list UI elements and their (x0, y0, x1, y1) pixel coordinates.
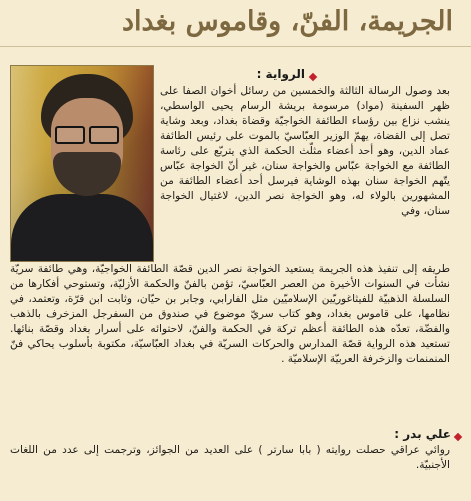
section-label-novel: الرواية : (256, 67, 305, 81)
novel-paragraph-2 (10, 262, 450, 367)
author-paragraph (10, 443, 450, 473)
novel-text-1: بعد وصول الرسالة الثالثة والخمسين من رسائل أخوان الصفا على ظهر السفينة (مواد) مرسومة بريشة الرسام يحيى الواسطي، ينشب نزاع بين رؤساء الطائفة الخواجيّة وقضاة بغداد، وبعد وشاية تصل إلى القضاة، يهمّ الوزير العبّاسيّ بالموت على رئيس الطائفة عماد الدين، وهو أحد أعضاء مثلّث الحكمة الذي يتربّع على رئاسة الطائفة مع الخواجة عبّاس والخواجة سنان، غير أنّ الخواجة عبّاس يتّهم الخواجة سنان بهذه الوشاية فيرسل أحد أعضاء الطائفة من المشهورين بالولاء له، وهو الخواجة نصر الدين، لاغتيال الخواجة سنان، وفي (160, 85, 450, 217)
novel-text-2: طريقه إلى تنفيذ هذه الجريمة يستعيد الخواجة نصر الدين قصّة الطائفة الخواجيّة، وهي طائفة سريّة نشأت في السنوات الأخيرة من العصر العبّاسيّ، تؤمن بالفنّ والحكمة الأزليّة، وتستوحي أفكارها من السلسلة الذهبيّة للفيثاغوريّين الإسلاميّين مثل الفارابي، وجابر بن حيّان، وثابت ابن قرّة، وتعتمد، في نظامها، على قاموس بغداد، وهو كتاب سريّ موضوع في صندوق من السفرجل المزخرف بالذهب والفضّة، تعدّه هذه الطائفة أعظم تركة في الحكمة والفنّ، لاحتوائه على أسرار بغداد وقصّة بنائها. تستعيد هذه الرواية قصّة المدارس والحركات السريّة في بغداد العبّاسيّة، مكتوبة بأسلوب يحاكي فنّ المنمنمات والزخرفة العربيّة الإسلاميّة . (10, 263, 450, 365)
section-bullet-novel (309, 73, 317, 81)
author-photo (10, 65, 154, 262)
author-text: روائي عراقي حصلت روايته ( بابا سارتر ) على العديد من الجوائز، وترجمت إلى عدد من اللغات الأجنبيّة. (10, 444, 450, 471)
section-label-author: علي بدر : (394, 427, 451, 441)
photo-shirt (11, 194, 153, 262)
title-divider (0, 46, 471, 47)
photo-glasses (55, 126, 119, 142)
page-title: الجريمة، الفنّ، وقاموس بغداد (121, 6, 453, 37)
section-bullet-author (454, 433, 462, 441)
novel-paragraph-1 (160, 84, 450, 219)
